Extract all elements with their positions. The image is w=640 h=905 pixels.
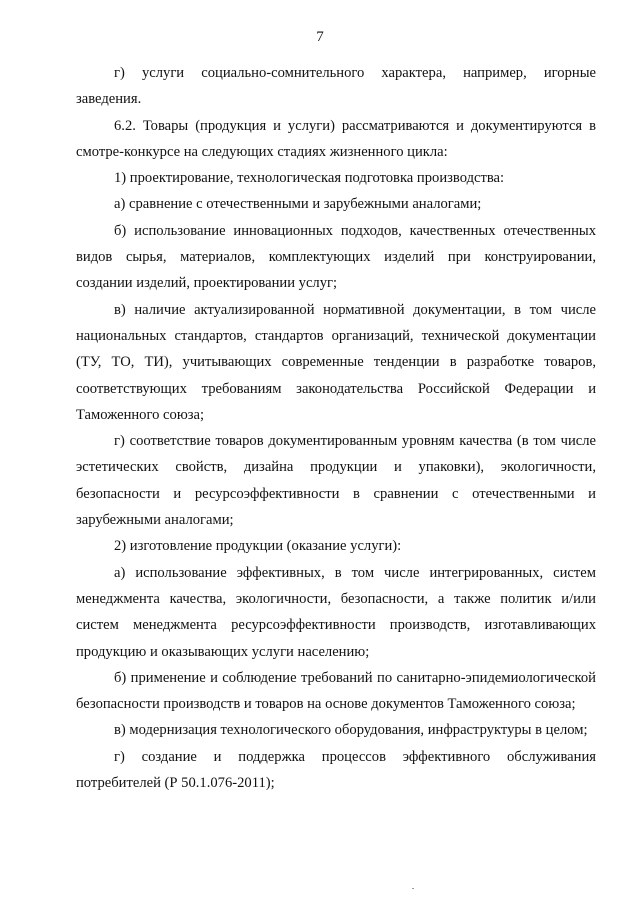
page-number: 7 xyxy=(316,29,324,45)
paragraph-item-g-quality-levels: г) соответствие товаров документированным уровням качества (в том числе эстетических свойств, дизайна продукции и упаковки), экологичности, безопасности и ресурсоэффективности в сравнении с отечественными и зарубежными аналогами; xyxy=(76,433,596,529)
paragraph-item-v-modernization: в) модернизация технологического оборудования, инфраструктуры в целом; xyxy=(114,722,588,739)
paragraph-stage-2-production: 2) изготовление продукции (оказание услуги): xyxy=(114,538,402,555)
paragraph-item-a-comparison: а) сравнение с отечественными и зарубежными аналогами; xyxy=(114,196,482,213)
paragraph-item-b-innovation: б) использование инновационных подходов, качественных отечественных видов сырья, материалов, комплектующих изделий при конструировании, создании изделий, проектировании услуг; xyxy=(76,222,596,292)
paragraph-section-6-2: 6.2. Товары (продукция и услуги) рассматриваются и документируются в смотре-конкурсе на следующих стадиях жизненного цикла: xyxy=(76,117,596,160)
paragraph-item-b-sanitary-safety: б) применение и соблюдение требований по санитарно-эпидемиологической безопасности производств и товаров на основе документов Таможенного союза; xyxy=(76,669,596,713)
paragraph-item-g-gambling: г) услуги социально-сомнительного характера, например, игорные заведения. xyxy=(76,65,596,108)
paragraph-item-g-customer-service: г) создание и поддержка процессов эффективного обслуживания потребителей (Р 50.1.076-2011); xyxy=(76,748,596,792)
paragraph-item-v-documentation: в) наличие актуализированной нормативной документации, в том числе национальных стандартов, стандартов организаций, технической документации (ТУ, ТО, ТИ), учитывающих современные тенденции в разработке товаров, соответствующих требованиям законодательства Российской Федерации и Таможенного союза; xyxy=(76,301,596,423)
scan-speck xyxy=(412,888,414,889)
document-body xyxy=(76,60,596,796)
paragraph-stage-1-design: 1) проектирование, технологическая подготовка производства: xyxy=(114,170,505,187)
paragraph-item-a-management-systems: а) использование эффективных, в том числе интегрированных, систем менеджмента качества, экологичности, безопасности, а также политик и/или систем менеджмента ресурсоэффективности производств, изготавливающих продукцию и оказывающих услуги населению; xyxy=(76,564,596,660)
